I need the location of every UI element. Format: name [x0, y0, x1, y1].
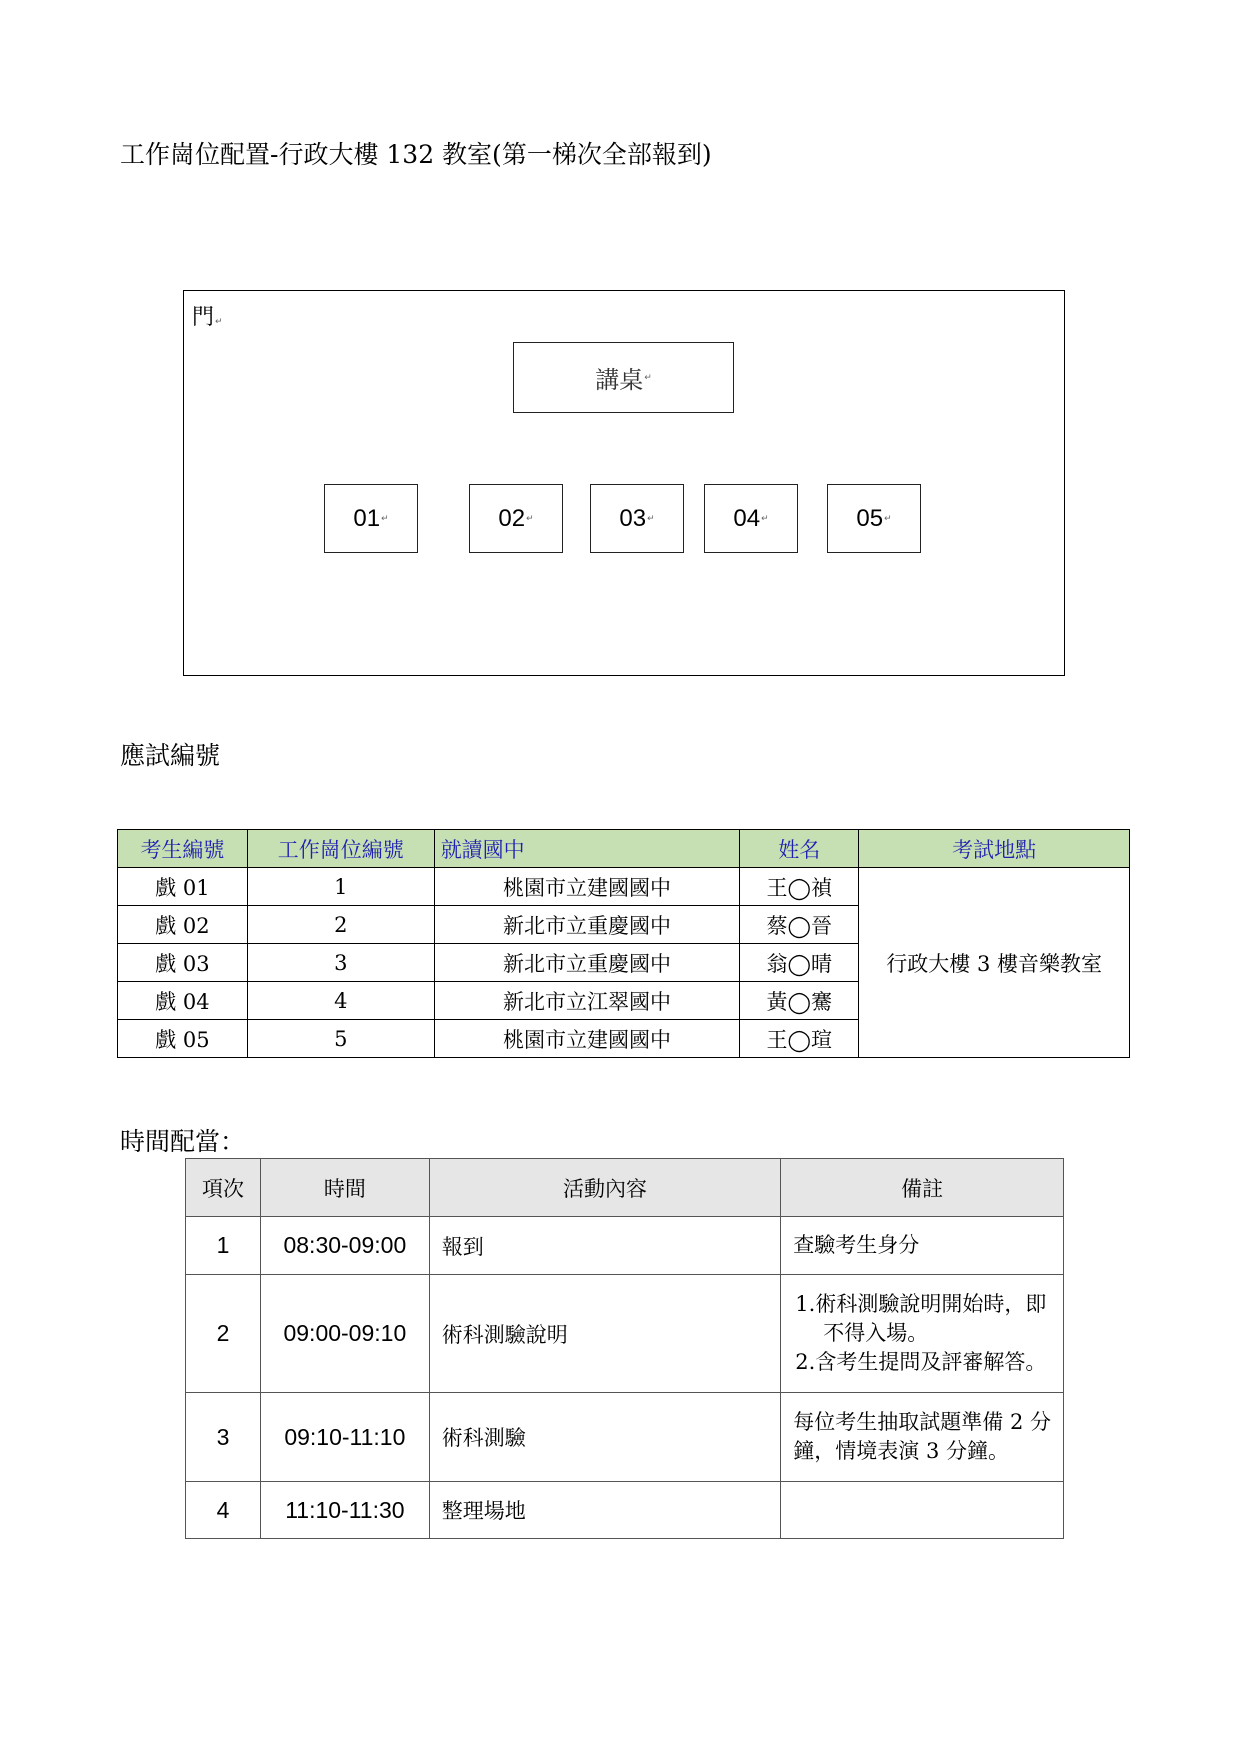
school: 新北市立重慶國中: [434, 944, 740, 982]
activity: 整理場地: [429, 1482, 781, 1539]
seat-01: 01 ↵: [324, 484, 418, 553]
header-cell: 考生編號: [118, 830, 248, 868]
post-number: 5: [247, 1020, 434, 1058]
schedule-section-label: 時間配當：: [120, 1127, 246, 1156]
note-item: 2.含考生提問及評審解答。: [795, 1350, 1047, 1374]
candidate-name: 黃◯騫: [740, 982, 859, 1020]
header-cell: 項次: [186, 1159, 261, 1217]
podium: 講桌 ↵: [513, 342, 734, 413]
item-number: 2: [186, 1275, 261, 1393]
exam-section-label: 應試編號: [120, 741, 221, 770]
table-row: [186, 1393, 1064, 1482]
table-row: [186, 1482, 1064, 1539]
time-range: 11:10-11:30: [260, 1482, 429, 1539]
activity: 術科測驗說明: [429, 1275, 781, 1393]
candidate-id: 戲 03: [118, 944, 248, 982]
note: [781, 1275, 1064, 1393]
candidate-name: 王◯禎: [740, 868, 859, 906]
header-cell: 備註: [781, 1159, 1064, 1217]
post-number: 2: [247, 906, 434, 944]
header-cell: 活動內容: [429, 1159, 781, 1217]
header-cell: 就讀國中: [434, 830, 740, 868]
item-number: 3: [186, 1393, 261, 1482]
activity: 術科測驗: [429, 1393, 781, 1482]
school: 新北市立重慶國中: [434, 906, 740, 944]
item-number: 4: [186, 1482, 261, 1539]
time-range: 09:10-11:10: [260, 1393, 429, 1482]
exam-table: [117, 829, 1130, 1058]
table-row: [118, 868, 1130, 906]
door-label: 門↵: [192, 305, 223, 330]
note: 查驗考生身分: [781, 1217, 1064, 1275]
candidate-name: 王◯瑄: [740, 1020, 859, 1058]
candidate-id: 戲 01: [118, 868, 248, 906]
header-cell: 時間: [260, 1159, 429, 1217]
candidate-id: 戲 05: [118, 1020, 248, 1058]
schedule-table: [185, 1158, 1064, 1539]
table-row: [186, 1275, 1064, 1393]
post-number: 4: [247, 982, 434, 1020]
activity: 報到: [429, 1217, 781, 1275]
school: 桃園市立建國國中: [434, 1020, 740, 1058]
candidate-id: 戲 02: [118, 906, 248, 944]
candidate-name: 蔡◯晉: [740, 906, 859, 944]
seat-04: 04 ↵: [704, 484, 798, 553]
post-number: 1: [247, 868, 434, 906]
table-row: [186, 1217, 1064, 1275]
time-range: 08:30-09:00: [260, 1217, 429, 1275]
item-number: 1: [186, 1217, 261, 1275]
header-cell: 姓名: [740, 830, 859, 868]
page-title: 工作崗位配置-行政大樓 132 教室(第一梯次全部報到): [120, 140, 712, 169]
time-range: 09:00-09:10: [260, 1275, 429, 1393]
exam-location: 行政大樓 3 樓音樂教室: [859, 868, 1130, 1058]
table-header-row: [118, 830, 1130, 868]
seat-05: 05 ↵: [827, 484, 921, 553]
candidate-name: 翁◯晴: [740, 944, 859, 982]
school: 桃園市立建國國中: [434, 868, 740, 906]
note-item: 1.術科測驗說明開始時，即不得入場。: [795, 1292, 1047, 1345]
candidate-id: 戲 04: [118, 982, 248, 1020]
school: 新北市立江翠國中: [434, 982, 740, 1020]
note: 每位考生抽取試題準備 2 分鐘，情境表演 3 分鐘。: [781, 1393, 1064, 1482]
seat-02: 02 ↵: [469, 484, 563, 553]
seat-03: 03 ↵: [590, 484, 684, 553]
header-cell: 工作崗位編號: [247, 830, 434, 868]
post-number: 3: [247, 944, 434, 982]
note: [781, 1482, 1064, 1539]
header-cell: 考試地點: [859, 830, 1130, 868]
table-header-row: [186, 1159, 1064, 1217]
